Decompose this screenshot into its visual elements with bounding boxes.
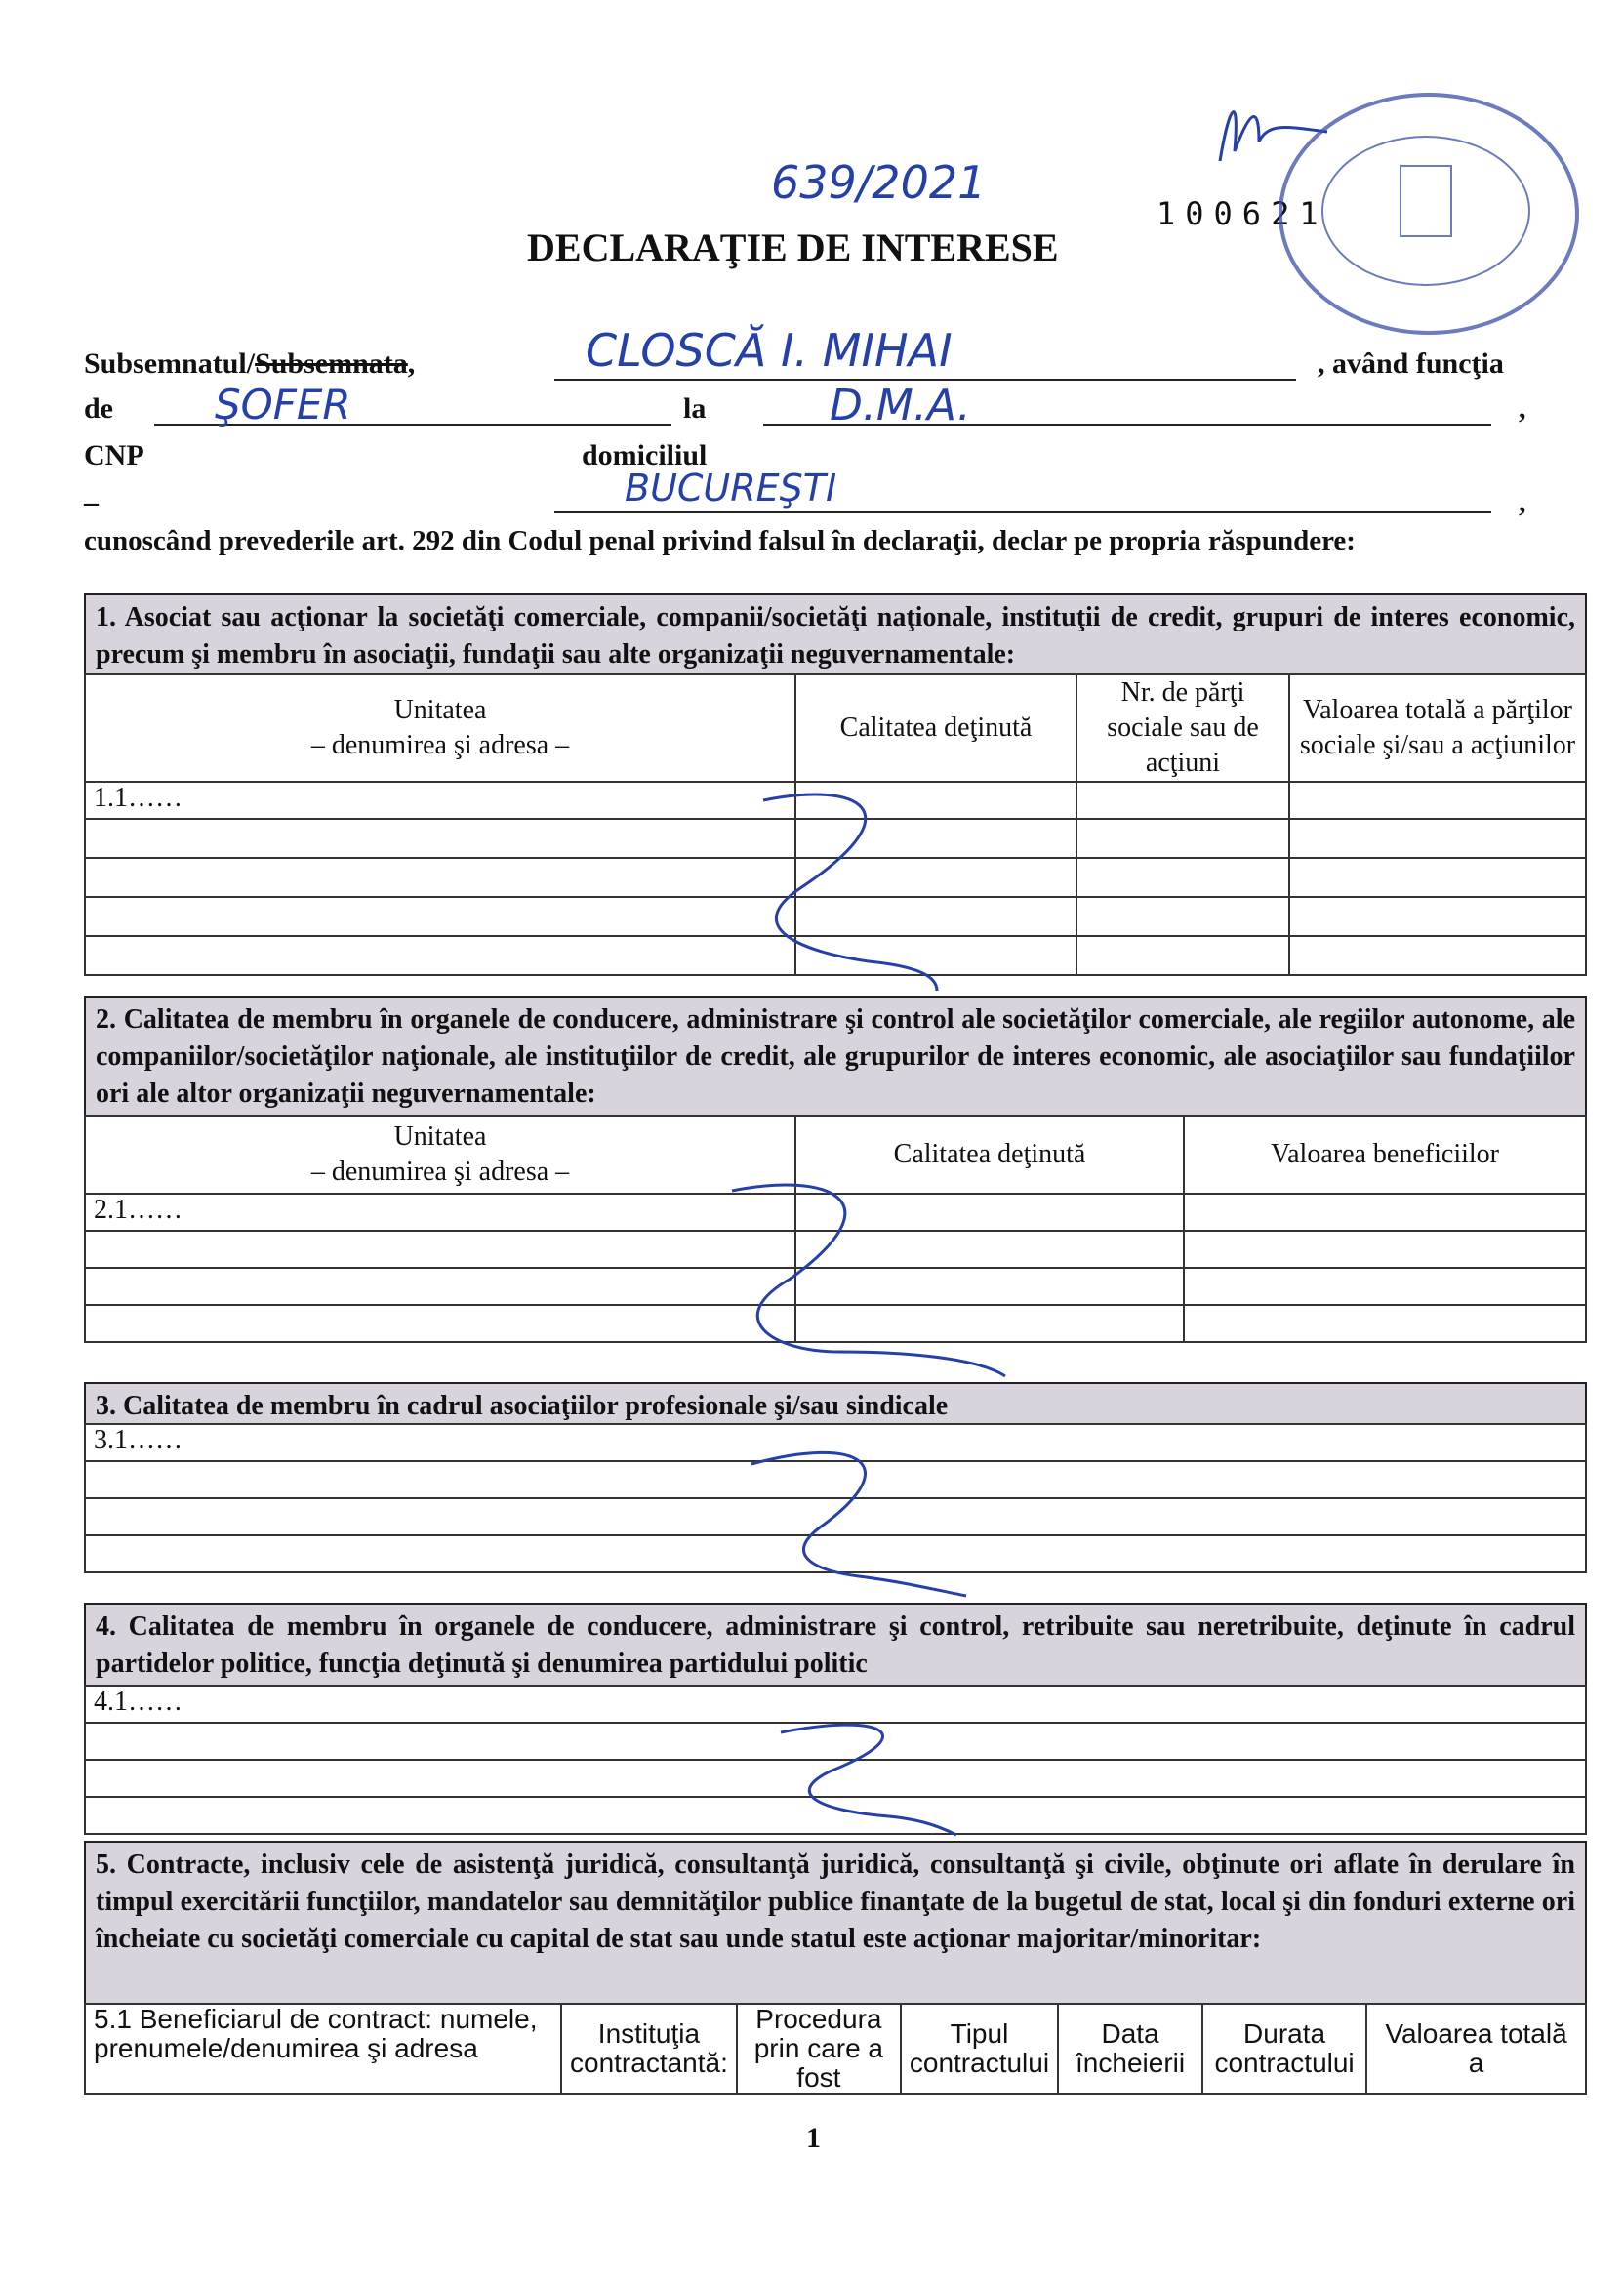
comma-1: , bbox=[1519, 392, 1526, 425]
section-3-title: 3. Calitatea de membru în cadrul asociaţiilor profesionale şi/sau sindicale bbox=[84, 1382, 1587, 1425]
table-row: 1.1…… bbox=[85, 782, 795, 819]
table-row: 2.1…… bbox=[85, 1194, 795, 1231]
cross-out-stroke-3 bbox=[742, 1435, 995, 1601]
section-5-title: 5. Contracte, inclusiv cele de asistenţă juridică, consultanţă juridică, consultanţă şi civile, obţinute ori aflate în derulare în timpul exercitării funcţiilor, mandatelor sau demnităţilor publice finanţate de la bugetul de stat, local şi din fonduri externe ori încheiate cu societăţi comerciale cu capital de stat sau unde statul este acţionar majoritar/minoritar: bbox=[84, 1841, 1587, 2005]
cross-out-stroke-2 bbox=[722, 1171, 1035, 1386]
s5-col-tipul: Tipul contractului bbox=[901, 2004, 1058, 2094]
de-label: de bbox=[84, 392, 113, 425]
section-5-table bbox=[84, 2003, 1587, 2095]
la-label: la bbox=[683, 392, 707, 425]
s2-col-valoarea: Valoarea beneficiilor bbox=[1184, 1116, 1586, 1194]
s1-col-valoarea: Valoarea totală a părţilor sociale şi/sau a acţiunilor bbox=[1289, 674, 1586, 782]
section-1-title: 1. Asociat sau acţionar la societăţi comerciale, companii/societăţi naţionale, instituţii de credit, grupuri de interes economic, precum şi membru în asociaţii, fundaţii sau alte organizaţii neguvernamentale: bbox=[84, 593, 1587, 675]
section-2-title: 2. Calitatea de membru în organele de conducere, administrare şi control ale societăţilor comerciale, ale regiilor autonome, ale companiilor/societăţilor naţionale, ale instituţiilor de credit, ale grupurilor de interes economic, ale asociaţiilor sau fundaţiilor ori ale altor organizaţii neguvernamentale: bbox=[84, 996, 1587, 1117]
table-row: 4.1…… bbox=[85, 1686, 1586, 1723]
stamp-number: 100621 bbox=[1157, 195, 1328, 232]
name-field: CLOSCĂ I. MIHAI bbox=[586, 324, 953, 377]
s5-col-beneficiar: 5.1 Beneficiarul de contract: numele, prenumele/denumirea şi adresa bbox=[85, 2004, 561, 2094]
s2-col-unitatea: Unitatea – denumirea şi adresa – bbox=[85, 1116, 795, 1194]
official-stamp bbox=[1279, 93, 1579, 335]
page-number: 1 bbox=[806, 2122, 821, 2154]
s5-col-valoarea: Valoarea totală a bbox=[1366, 2004, 1586, 2094]
s5-col-data: Data încheierii bbox=[1058, 2004, 1202, 2094]
comma-2: , bbox=[1519, 486, 1526, 518]
s5-col-procedura: Procedura prin care a fost bbox=[737, 2004, 901, 2094]
table-row: 3.1…… bbox=[85, 1424, 1586, 1461]
statement: cunoscând prevederile art. 292 din Codul penal privind falsul în declaraţii, declar pe propria răspundere: bbox=[84, 525, 1356, 556]
cross-out-stroke-4 bbox=[771, 1703, 986, 1840]
functia-field: ŞOFER bbox=[215, 381, 351, 428]
cnp-label: CNP bbox=[84, 439, 144, 471]
domiciliu-line bbox=[554, 511, 1491, 513]
domiciliul-field: BUCUREŞTI bbox=[625, 467, 837, 509]
s5-col-institutia: Instituţia contractantă: bbox=[561, 2004, 737, 2094]
registration-number: 639/2021 bbox=[771, 156, 987, 209]
s1-col-nr-parti: Nr. de părţi sociale sau de acţiuni bbox=[1076, 674, 1289, 782]
section-4-title: 4. Calitatea de membru în organele de conducere, administrare şi control, retribuite sau neretribuite, deţinute în cadrul partidelor politice, funcţia deţinută şi denumirea partidului politic bbox=[84, 1603, 1587, 1687]
cross-out-stroke-1 bbox=[742, 781, 976, 996]
s5-col-durata: Durata contractului bbox=[1202, 2004, 1366, 2094]
s1-col-unitatea: Unitatea – denumirea şi adresa – bbox=[85, 674, 795, 782]
institutia-field: D.M.A. bbox=[830, 381, 971, 430]
domiciliul-label: domiciliul bbox=[582, 439, 708, 471]
avand-functia-label: , având funcţia bbox=[1318, 347, 1504, 380]
s1-col-calitatea: Calitatea deţinută bbox=[795, 674, 1076, 782]
dash: – bbox=[84, 486, 99, 518]
subsemnatul-label: Subsemnatul/Subsemnata, bbox=[84, 347, 416, 380]
s2-col-calitatea: Calitatea deţinută bbox=[795, 1116, 1184, 1194]
page-title: DECLARAŢIE DE INTERESE bbox=[527, 225, 1059, 269]
